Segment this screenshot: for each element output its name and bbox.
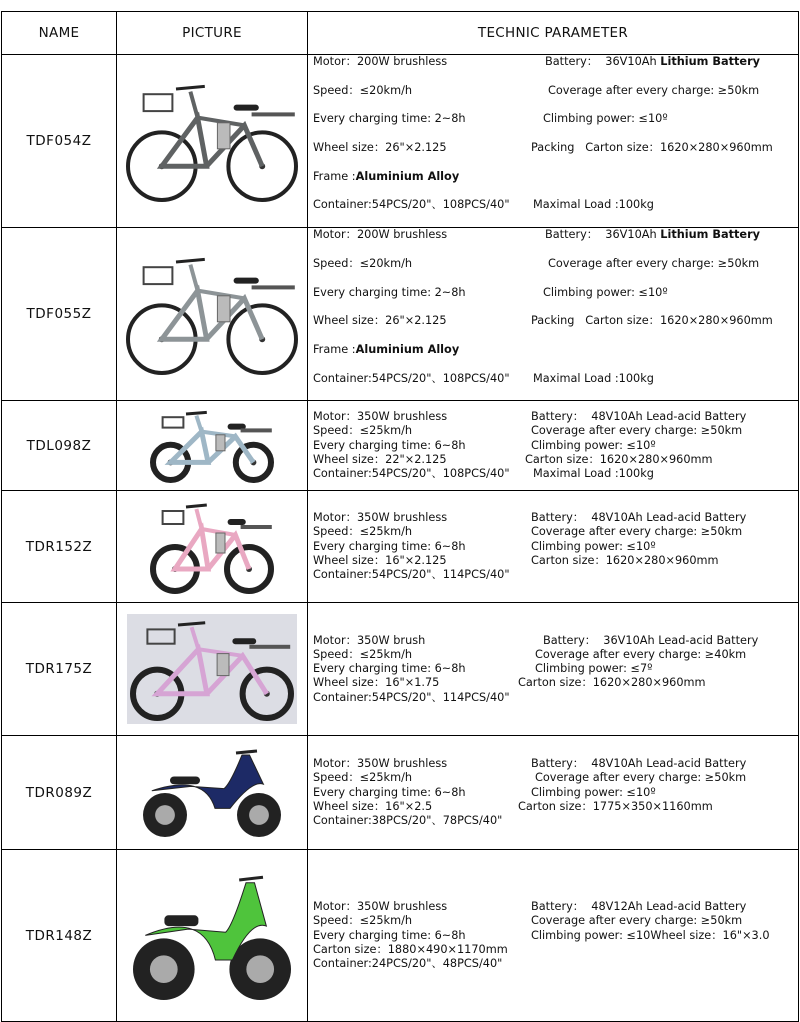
parameter-right: Climbing power: ≤10º: [543, 285, 668, 299]
product-picture: [117, 491, 308, 603]
parameter-right: Battery： 36V10Ah Lead-acid Battery: [543, 633, 759, 647]
parameter-left: [313, 343, 459, 357]
parameter-right: Climbing power: ≤10º: [531, 438, 656, 452]
parameter-left: Container:54PCS/20"、108PCS/40": [313, 198, 510, 212]
parameter-line: [313, 814, 798, 828]
product-row: [2, 736, 799, 850]
product-picture: [117, 603, 308, 736]
parameter-left: Container:24PCS/20"、48PCS/40": [313, 957, 503, 971]
parameter-line: [313, 453, 798, 467]
parameter-left: Motor：350W brush: [313, 633, 426, 647]
bicycle-icon: [122, 249, 302, 379]
product-row: [2, 401, 799, 491]
parameter-right: Carton size：1620×280×960mm: [518, 676, 706, 690]
parameter-left: Motor：200W brushless: [313, 228, 448, 242]
parameter-line: [313, 540, 798, 554]
parameter-line: [313, 757, 798, 771]
product-picture: [117, 401, 308, 491]
product-row: [2, 850, 799, 1022]
parameter-right: Battery： 48V10Ah Lead-acid Battery: [531, 511, 747, 525]
parameter-value-bold: Aluminium Alloy: [355, 342, 460, 356]
parameter-left: Motor：350W brushless: [313, 410, 448, 424]
ebike-icon: [127, 614, 297, 724]
parameter-right: Climbing power: ≤10º: [531, 785, 656, 799]
parameter-line: [313, 771, 798, 785]
parameter-right: Climbing power: ≤7º: [535, 662, 653, 676]
parameter-value-bold: Lithium Battery: [660, 228, 761, 242]
product-name: TDL098Z: [2, 401, 117, 491]
product-picture: [117, 736, 308, 850]
parameter-left: Container:54PCS/20"、114PCS/40": [313, 690, 510, 704]
parameter-line: [313, 568, 798, 582]
parameter-value-bold: Aluminium Alloy: [355, 169, 460, 183]
parameter-line: [313, 286, 798, 315]
product-row: [2, 228, 799, 401]
parameter-line: [313, 554, 798, 568]
parameter-line: [313, 410, 798, 424]
product-name: TDR148Z: [2, 850, 117, 1022]
parameter-right: Coverage after every charge: ≥50km: [531, 914, 743, 928]
header-name: NAME: [2, 12, 117, 55]
parameter-left: Motor：350W brushless: [313, 900, 448, 914]
parameter-label: Frame :: [313, 342, 356, 356]
parameter-right: Battery： 48V10Ah Lead-acid Battery: [531, 410, 747, 424]
parameter-left: Motor：350W brushless: [313, 511, 448, 525]
parameter-line: [313, 943, 798, 957]
parameter-label: Frame :: [313, 169, 356, 183]
parameter-left: Every charging time: 6~8h: [313, 785, 466, 799]
product-name: TDR089Z: [2, 736, 117, 850]
parameter-line: [313, 55, 798, 84]
parameter-label: Battery： 36V10Ah: [545, 55, 661, 68]
parameter-right: Packing Carton size：1620×280×960mm: [531, 314, 773, 328]
bicycle-icon: [122, 76, 302, 206]
parameter-line: [313, 424, 798, 438]
parameter-right: Coverage after every charge: ≥50km: [531, 525, 743, 539]
technic-parameters: [308, 491, 799, 603]
parameter-line: [313, 914, 798, 928]
parameter-line: [313, 439, 798, 453]
parameter-left: Every charging time: 6~8h: [313, 539, 466, 553]
scooter-icon: [127, 866, 297, 1006]
technic-parameters: [308, 228, 799, 401]
technic-parameters: [308, 401, 799, 491]
parameter-left: [313, 170, 459, 184]
technic-parameters: [308, 603, 799, 736]
parameter-line: [313, 343, 798, 372]
product-table: [1, 11, 799, 1022]
parameter-right: Climbing power: ≤10º: [543, 112, 668, 126]
parameter-right: Coverage after every charge: ≥50km: [548, 256, 760, 270]
parameter-left: Speed：≤25km/h: [313, 771, 413, 785]
product-name: TDF054Z: [2, 55, 117, 228]
parameter-right: Climbing power: ≤10Wheel size：16"×3.0: [531, 928, 770, 942]
parameter-line: [313, 84, 798, 113]
product-name: TDF055Z: [2, 228, 117, 401]
parameter-left: Wheel size：16"×2.125: [313, 553, 447, 567]
parameter-line: [313, 676, 798, 690]
parameter-right: Maximal Load :100kg: [533, 371, 654, 385]
parameter-right: Battery： 48V12Ah Lead-acid Battery: [531, 900, 747, 914]
header-picture: PICTURE: [117, 12, 308, 55]
parameter-right: Carton size：1620×280×960mm: [531, 553, 719, 567]
parameter-left: Wheel size：16"×1.75: [313, 676, 440, 690]
parameter-line: [313, 467, 798, 481]
parameter-left: Wheel size：16"×2.5: [313, 799, 433, 813]
parameter-line: [313, 257, 798, 286]
parameter-left: Speed：≤25km/h: [313, 525, 413, 539]
parameter-right: Coverage after every charge: ≥50km: [535, 771, 747, 785]
parameter-left: Every charging time: 2~8h: [313, 285, 466, 299]
product-row: [2, 603, 799, 736]
parameter-line: [313, 957, 798, 971]
parameter-left: Speed：≤25km/h: [313, 914, 413, 928]
parameter-right: Packing Carton size：1620×280×960mm: [531, 141, 773, 155]
parameter-line: [313, 800, 798, 814]
parameter-right: [545, 228, 760, 242]
technic-parameters: [308, 55, 799, 228]
product-row: [2, 491, 799, 603]
product-picture: [117, 55, 308, 228]
parameter-left: Wheel size：26"×2.125: [313, 141, 447, 155]
parameter-right: Maximal Load :100kg: [533, 198, 654, 212]
parameter-line: [313, 198, 798, 227]
parameter-line: [313, 228, 798, 257]
parameter-right: Climbing power: ≤10º: [531, 539, 656, 553]
parameter-left: Every charging time: 6~8h: [313, 928, 466, 942]
parameter-line: [313, 511, 798, 525]
parameter-left: Speed：≤25km/h: [313, 647, 413, 661]
product-picture: [117, 850, 308, 1022]
parameter-left: Container:38PCS/20"、78PCS/40": [313, 814, 503, 828]
parameter-right: Carton size：1775×350×1160mm: [518, 799, 713, 813]
parameter-left: Wheel size：22"×2.125: [313, 452, 447, 466]
parameter-left: Container:54PCS/20"、108PCS/40": [313, 371, 510, 385]
parameter-line: [313, 170, 798, 199]
parameter-right: Maximal Load :100kg: [533, 467, 654, 481]
product-name: TDR175Z: [2, 603, 117, 736]
ebike-icon: [147, 497, 277, 597]
parameter-line: [313, 112, 798, 141]
parameter-line: [313, 662, 798, 676]
parameter-left: Speed：≤20km/h: [313, 83, 413, 97]
product-row: [2, 55, 799, 228]
parameter-left: Speed：≤25km/h: [313, 424, 413, 438]
header-technic-parameter: TECHNIC PARAMETER: [308, 12, 799, 55]
parameter-left: Every charging time: 6~8h: [313, 438, 466, 452]
parameter-line: [313, 372, 798, 401]
ebike-icon: [147, 406, 277, 486]
parameter-left: Wheel size：26"×2.125: [313, 314, 447, 328]
product-name: TDR152Z: [2, 491, 117, 603]
parameter-value-bold: Lithium Battery: [660, 55, 761, 68]
technic-parameters: [308, 850, 799, 1022]
parameter-right: Coverage after every charge: ≥50km: [531, 424, 743, 438]
parameter-left: Motor：200W brushless: [313, 55, 448, 68]
technic-parameters: [308, 736, 799, 850]
parameter-left: Every charging time: 2~8h: [313, 112, 466, 126]
parameter-line: [313, 900, 798, 914]
parameter-line: [313, 141, 798, 170]
parameter-left: Container:54PCS/20"、114PCS/40": [313, 568, 510, 582]
parameter-label: Battery： 36V10Ah: [545, 228, 661, 242]
header-row: [2, 12, 799, 55]
parameter-left: Every charging time: 6~8h: [313, 662, 466, 676]
parameter-left: Container:54PCS/20"、108PCS/40": [313, 467, 510, 481]
parameter-line: [313, 634, 798, 648]
parameter-left: Speed：≤20km/h: [313, 256, 413, 270]
parameter-right: Battery： 48V10Ah Lead-acid Battery: [531, 757, 747, 771]
parameter-line: [313, 648, 798, 662]
parameter-left: Carton size：1880×490×1170mm: [313, 942, 508, 956]
parameter-right: Coverage after every charge: ≥40km: [535, 647, 747, 661]
parameter-right: Coverage after every charge: ≥50km: [548, 83, 760, 97]
parameter-left: Motor：350W brushless: [313, 757, 448, 771]
parameter-line: [313, 786, 798, 800]
parameter-right: Carton size：1620×280×960mm: [525, 452, 713, 466]
parameter-line: [313, 691, 798, 705]
parameter-line: [313, 929, 798, 943]
product-picture: [117, 228, 308, 401]
parameter-line: [313, 525, 798, 539]
parameter-right: [545, 55, 760, 69]
parameter-line: [313, 314, 798, 343]
scooter-icon: [137, 743, 287, 843]
